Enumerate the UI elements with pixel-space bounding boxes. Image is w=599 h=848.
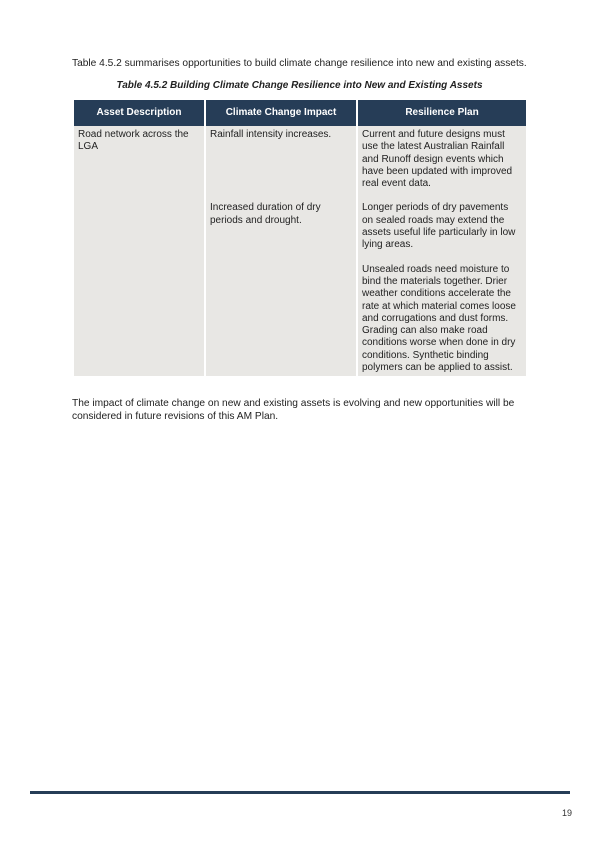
closing-paragraph: The impact of climate change on new and existing assets is evolving and new opportunities will be considered in future revisions of this AM Plan. [72,398,515,422]
page-number: 19 [561,808,572,818]
cell-plan [358,202,526,376]
table-row-spacer [74,190,526,202]
cell-impact: Increased duration of dry periods and drought. [206,202,356,376]
intro-paragraph: Table 4.5.2 summarises opportunities to build climate change resilience into new and existing assets. [72,58,527,69]
cell-asset [74,202,204,376]
cell-asset: Road network across the LGA [74,126,204,190]
table-caption: Table 4.5.2 Building Climate Change Resilience into New and Existing Assets [116,80,483,91]
header-resilience-plan: Resilience Plan [358,100,526,126]
header-climate-change-impact: Climate Change Impact [206,100,356,126]
header-asset-description: Asset Description [74,100,204,126]
cell-impact: Rainfall intensity increases. [206,126,356,190]
footer-rule [30,791,570,794]
plan-paragraph: Longer periods of dry pavements on sealed roads may extend the assets useful life particularly in low lying areas. [362,202,516,251]
paragraph-gap [362,252,522,264]
resilience-table [72,100,528,376]
cell-plan: Current and future designs must use the latest Australian Rainfall and Runoff design events which have been updated with improved real event data. [358,126,526,190]
table-header-row [74,100,526,126]
table-row [74,202,526,376]
plan-paragraph: Unsealed roads need moisture to bind the materials together. Drier weather conditions accelerate the rate at which material comes loose and corrugations and dust forms. Grading can also make road conditions worse when done in dry conditions. Synthetic binding polymers can be applied to assist. [362,263,516,374]
table-row [74,126,526,190]
